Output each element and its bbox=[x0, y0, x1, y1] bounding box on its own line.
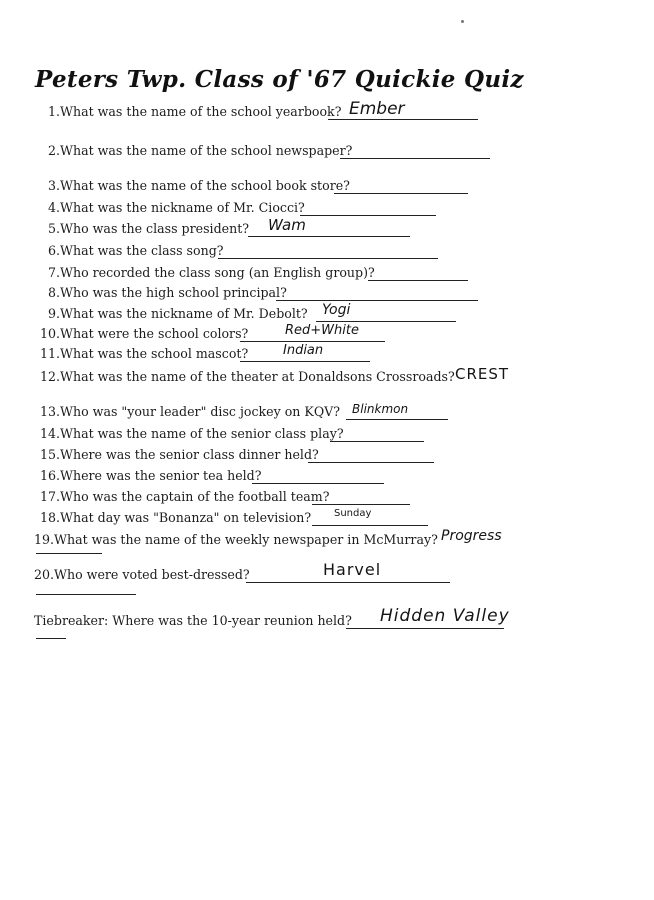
answer-10: Red+White bbox=[285, 323, 359, 338]
answer-11: Indian bbox=[283, 343, 324, 358]
answer-5: Wam bbox=[268, 216, 306, 234]
question-4 bbox=[48, 200, 436, 220]
question-18-text: 18.What day was "Bonanza" on television? bbox=[40, 510, 312, 525]
question-11 bbox=[40, 343, 410, 366]
answer-line bbox=[312, 525, 428, 526]
answer-1: Ember bbox=[349, 99, 405, 119]
answer-tiebreaker: Hidden Valley bbox=[380, 606, 510, 626]
answer-line bbox=[368, 280, 468, 281]
question-17 bbox=[40, 489, 420, 509]
question-2 bbox=[48, 143, 490, 163]
question-9 bbox=[48, 306, 456, 326]
question-10 bbox=[40, 323, 425, 346]
question-5-text: 5.Who was the class president? bbox=[48, 221, 250, 236]
answer-line bbox=[330, 441, 424, 442]
answer-line bbox=[248, 236, 410, 237]
question-1-text: 1.What was the name of the school yearbook? bbox=[48, 104, 342, 119]
question-4-text: 4.What was the nickname of Mr. Ciocci? bbox=[48, 200, 305, 215]
question-2-text: 2.What was the name of the school newspaper? bbox=[48, 143, 353, 158]
question-13-text: 13.Who was "your leader" disc jockey on KQV? bbox=[40, 404, 340, 419]
question-19 bbox=[34, 532, 464, 552]
answer-line bbox=[308, 462, 434, 463]
question-3-text: 3.What was the name of the school book store? bbox=[48, 178, 350, 193]
answer-19: Progress bbox=[441, 528, 502, 544]
question-10-text: 10.What were the school colors? bbox=[40, 326, 249, 341]
answer-line bbox=[334, 193, 468, 194]
answer-20: Harvel bbox=[323, 560, 382, 579]
question-6-text: 6.What was the class song? bbox=[48, 243, 224, 258]
question-3 bbox=[48, 178, 468, 198]
answer-line-continued bbox=[36, 553, 102, 554]
answer-line bbox=[328, 119, 478, 120]
answer-18: Sunday bbox=[334, 508, 372, 519]
answer-line bbox=[300, 215, 436, 216]
scan-speck bbox=[461, 20, 464, 23]
answer-line bbox=[346, 419, 448, 420]
question-11-text: 11.What was the school mascot? bbox=[40, 346, 249, 361]
question-16 bbox=[40, 468, 412, 488]
answer-12: CREST bbox=[455, 365, 510, 383]
question-17-text: 17.Who was the captain of the football team? bbox=[40, 489, 330, 504]
question-14 bbox=[40, 426, 424, 446]
question-12 bbox=[40, 369, 460, 389]
answer-line bbox=[246, 582, 450, 583]
answer-9: Yogi bbox=[322, 302, 351, 318]
question-14-text: 14.What was the name of the senior class play? bbox=[40, 426, 344, 441]
answer-line bbox=[240, 361, 370, 362]
quiz-title: Peters Twp. Class of '67 Quickie Quiz bbox=[35, 66, 524, 93]
tiebreaker-question-text: Tiebreaker: Where was the 10-year reunion held? bbox=[34, 613, 352, 628]
question-8-text: 8.Who was the high school principal? bbox=[48, 285, 287, 300]
answer-13: Blinkmon bbox=[352, 402, 409, 416]
question-15 bbox=[40, 447, 440, 467]
question-1 bbox=[48, 104, 478, 124]
answer-line bbox=[218, 258, 438, 259]
answer-line bbox=[276, 300, 478, 301]
question-5 bbox=[48, 221, 410, 241]
question-16-text: 16.Where was the senior tea held? bbox=[40, 468, 262, 483]
question-20-text: 20.Who were voted best-dressed? bbox=[34, 567, 250, 582]
answer-line bbox=[312, 504, 410, 505]
answer-line bbox=[316, 321, 456, 322]
answer-line bbox=[346, 628, 504, 629]
answer-line bbox=[340, 158, 490, 159]
question-18 bbox=[40, 510, 432, 530]
answer-line-continued bbox=[36, 638, 66, 639]
question-7-text: 7.Who recorded the class song (an English group)? bbox=[48, 265, 375, 280]
answer-line bbox=[240, 341, 385, 342]
question-19-text: 19.What was the name of the weekly newspaper in McMurray? bbox=[34, 532, 438, 547]
question-8 bbox=[48, 285, 478, 305]
question-20 bbox=[34, 567, 454, 587]
question-6 bbox=[48, 243, 438, 263]
question-12-text: 12.What was the name of the theater at Donaldsons Crossroads? bbox=[40, 369, 455, 384]
answer-line-continued bbox=[36, 594, 136, 595]
question-15-text: 15.Where was the senior class dinner held? bbox=[40, 447, 319, 462]
question-7 bbox=[48, 265, 468, 285]
question-9-text: 9.What was the nickname of Mr. Debolt? bbox=[48, 306, 308, 321]
answer-line bbox=[252, 483, 384, 484]
